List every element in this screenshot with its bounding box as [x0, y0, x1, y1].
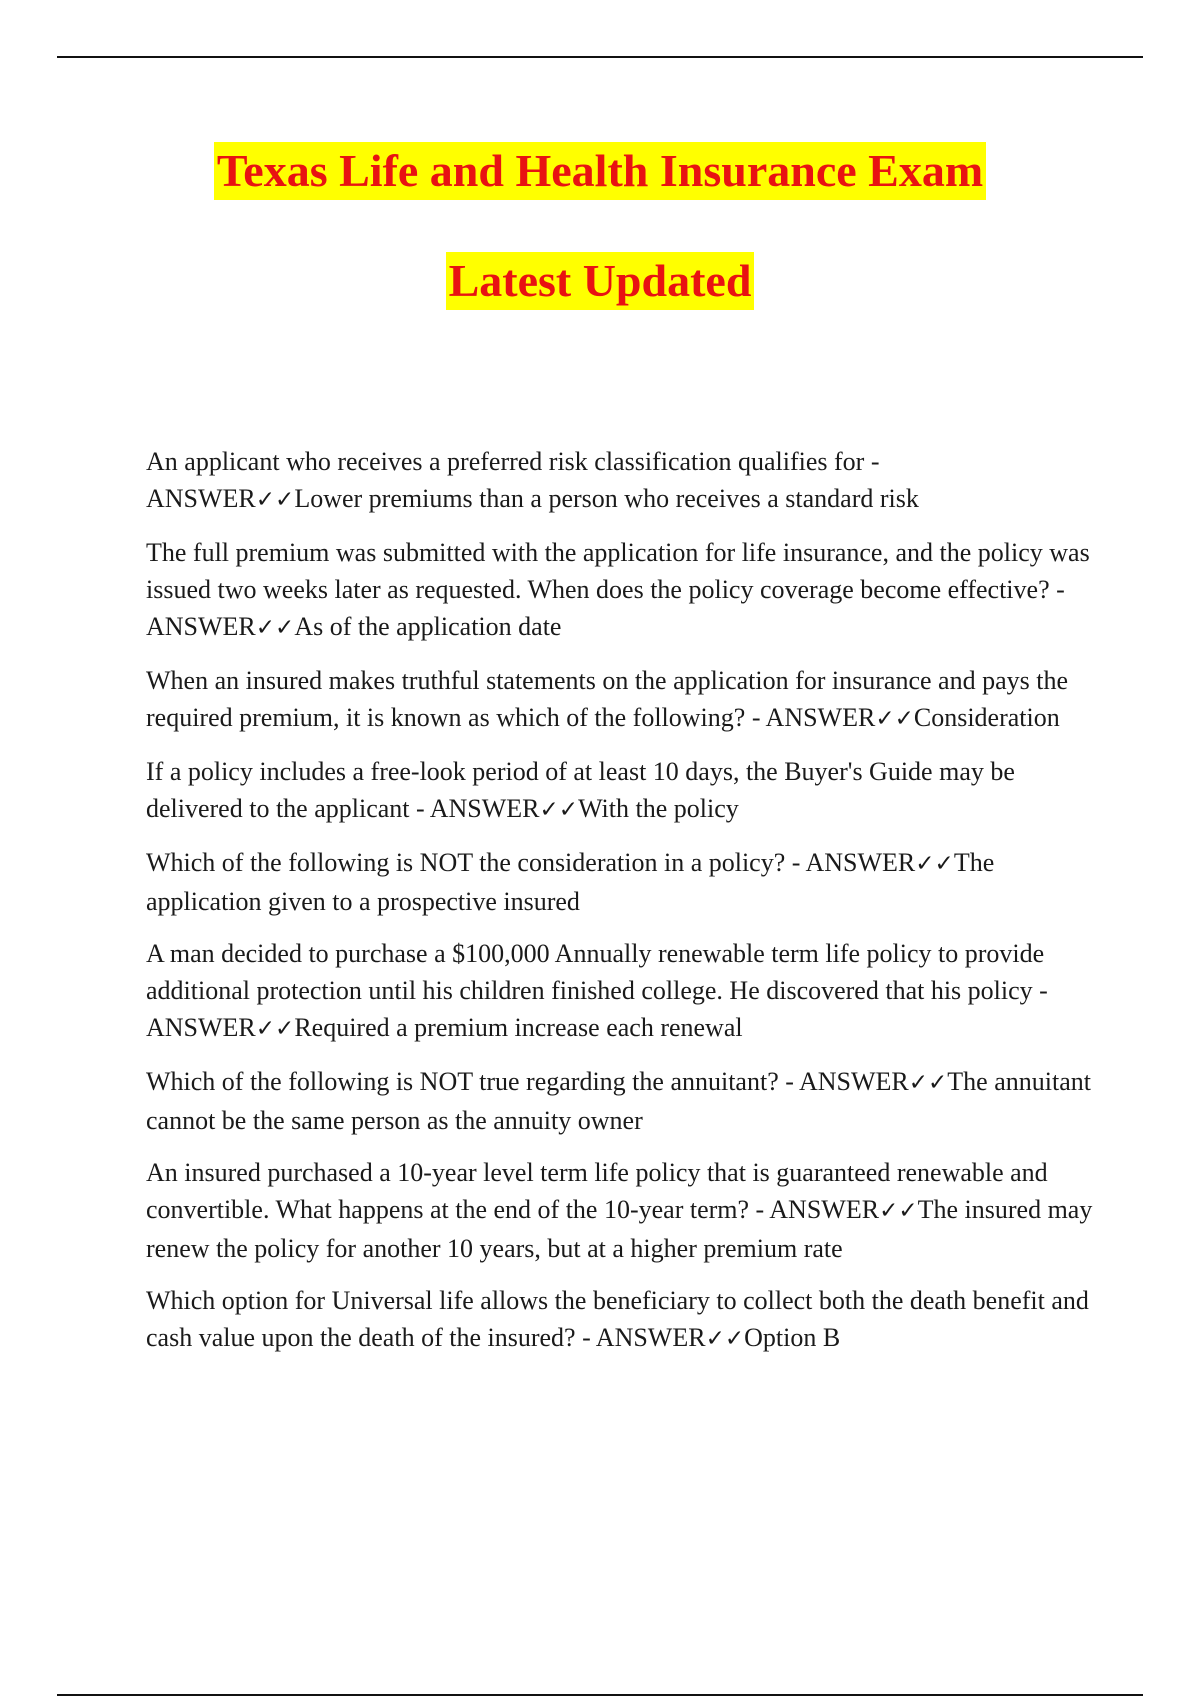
qa-item: [146, 1063, 1096, 1139]
qa-item: [146, 935, 1096, 1048]
answer-prefix: ANSWER: [146, 612, 256, 641]
document-title: [0, 142, 1200, 310]
check-marks-icon: ✓✓: [255, 1016, 295, 1042]
qa-item: [146, 1154, 1096, 1267]
answer-prefix: ANSWER: [765, 703, 876, 732]
question-text: If a policy includes a free-look period of at least 10 days, the Buyer's Guide may be delivered to the applicant -: [146, 757, 1015, 823]
check-marks-icon: ✓✓: [908, 1070, 948, 1096]
qa-item: [146, 534, 1096, 647]
answer-prefix: ANSWER: [769, 1195, 880, 1224]
answer-text: The insured may renew the policy for another 10 years, but at a higher premium rate: [146, 1195, 1093, 1263]
check-marks-icon: ✓✓: [255, 615, 295, 641]
question-text: An insured purchased a 10-year level term life policy that is guaranteed renewable and convertible. What happens at the end of the 10-year term? -: [146, 1158, 1048, 1224]
answer-text: The application given to a prospective insured: [146, 848, 995, 916]
answer-text: Required a premium increase each renewal: [294, 1013, 743, 1042]
qa-item: [146, 443, 1096, 519]
title-line-1: Texas Life and Health Insurance Exam: [214, 142, 986, 200]
answer-text: Option B: [744, 1323, 841, 1352]
answer-prefix: ANSWER: [429, 794, 540, 823]
question-text: Which of the following is NOT true regarding the annuitant? -: [146, 1067, 799, 1096]
answer-text: As of the application date: [294, 612, 562, 641]
answer-text: Lower premiums than a person who receives a standard risk: [294, 484, 919, 513]
answer-prefix: ANSWER: [146, 484, 256, 513]
title-line-2: Latest Updated: [446, 252, 755, 310]
answer-prefix: ANSWER: [805, 848, 916, 877]
qa-item: [146, 844, 1096, 920]
answer-prefix: ANSWER: [798, 1067, 909, 1096]
header-rule: [57, 56, 1143, 58]
check-marks-icon: ✓✓: [705, 1326, 745, 1352]
question-text: Which of the following is NOT the consideration in a policy? -: [146, 848, 806, 877]
question-text: Which option for Universal life allows the beneficiary to collect both the death benefit and cash value upon the death of the insured? -: [146, 1286, 1089, 1352]
check-marks-icon: ✓✓: [879, 1198, 918, 1224]
question-text: When an insured makes truthful statements on the application for insurance and pays the required premium, it is known as which of the following? -: [146, 666, 1068, 732]
check-marks-icon: ✓✓: [915, 851, 954, 877]
answer-prefix: ANSWER: [146, 1013, 256, 1042]
qa-list: [146, 443, 1096, 1373]
question-text: The full premium was submitted with the application for life insurance, and the policy was issued two weeks later as requested. When does the policy coverage become effective? -: [146, 538, 1090, 604]
check-marks-icon: ✓✓: [875, 706, 914, 732]
check-marks-icon: ✓✓: [539, 797, 579, 823]
question-text: A man decided to purchase a $100,000 Annually renewable term life policy to provide additional protection until his children finished college. He discovered that his policy -: [146, 939, 1048, 1005]
question-text: An applicant who receives a preferred risk classification qualifies for -: [146, 447, 880, 476]
answer-text: With the policy: [578, 794, 739, 823]
answer-text: The annuitant cannot be the same person as the annuity owner: [146, 1067, 1091, 1135]
qa-item: [146, 662, 1096, 738]
qa-item: [146, 753, 1096, 829]
footer-rule: [57, 1694, 1143, 1696]
answer-text: Consideration: [913, 703, 1060, 732]
qa-item: [146, 1282, 1096, 1358]
check-marks-icon: ✓✓: [255, 487, 295, 513]
answer-prefix: ANSWER: [595, 1323, 706, 1352]
